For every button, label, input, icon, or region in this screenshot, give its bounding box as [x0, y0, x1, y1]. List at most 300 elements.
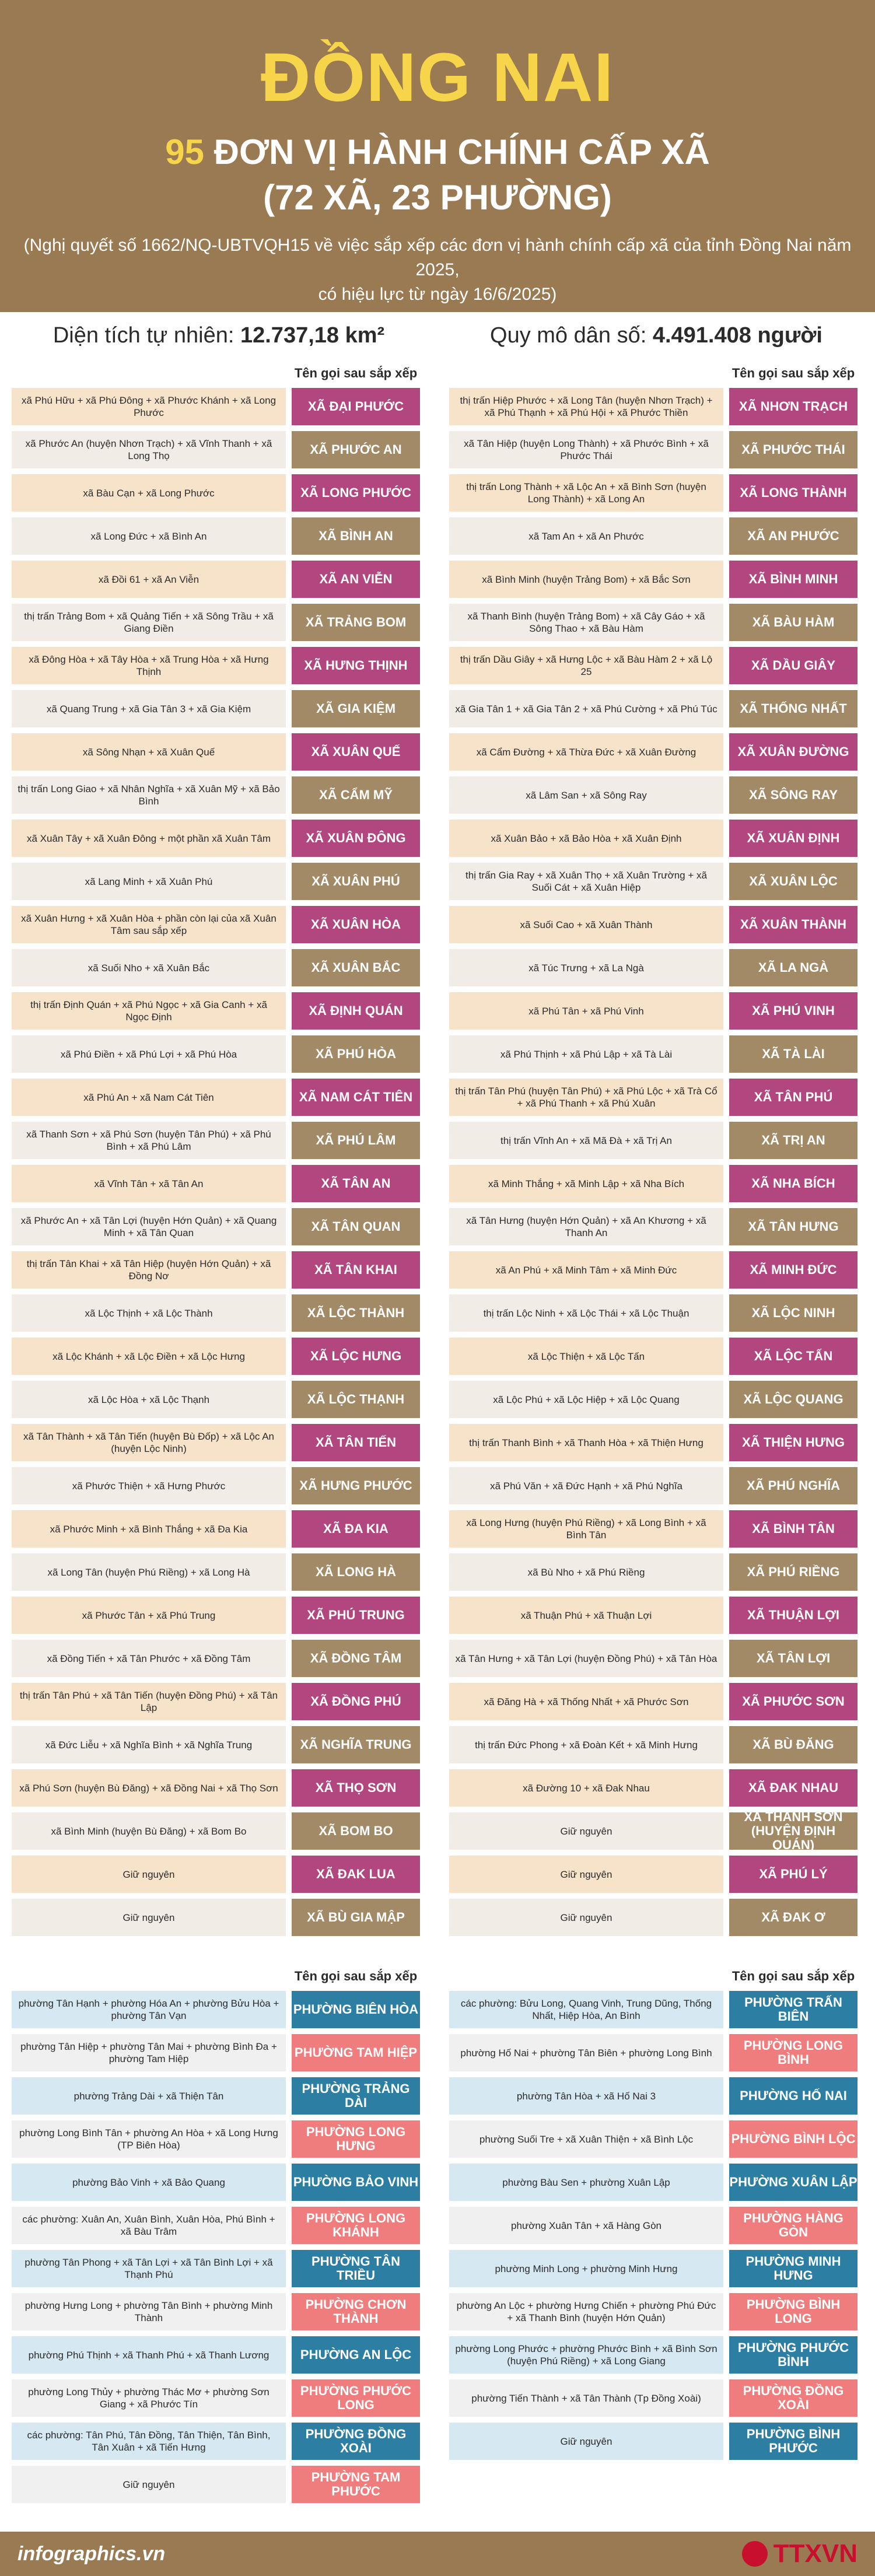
merged-units: phường Trảng Dài + xã Thiện Tân: [12, 2077, 286, 2115]
commune-row: [449, 1467, 863, 1504]
commune-row: [449, 1208, 863, 1245]
unit-breakdown: (72 XÃ, 23 PHƯỜNG): [263, 178, 612, 217]
new-unit-name: XÃ LỘC THÀNH: [292, 1294, 420, 1332]
merged-units: xã Vĩnh Tân + xã Tân An: [12, 1165, 286, 1202]
commune-row: [12, 431, 426, 468]
new-unit-name: XÃ CẨM MỸ: [292, 776, 420, 814]
merged-units: xã Thanh Bình (huyện Trảng Bom) + xã Cây Gáo + xã Sông Thao + xã Bàu Hàm: [449, 604, 723, 641]
commune-row: [12, 1899, 426, 1936]
new-unit-name: PHƯỜNG TÂN TRIỀU: [292, 2250, 420, 2287]
merged-units: xã Suối Cao + xã Xuân Thành: [449, 906, 723, 943]
population-value: 4.491.408 người: [652, 323, 822, 348]
merged-units: xã Phú Điền + xã Phú Lợi + xã Phú Hòa: [12, 1035, 286, 1073]
merged-units: các phường: Bửu Long, Quang Vinh, Trung Dũng, Thống Nhất, Hiệp Hòa, An Bình: [449, 1991, 723, 2028]
new-unit-name: XÃ AN PHƯỚC: [729, 517, 858, 555]
commune-row: [12, 1251, 426, 1289]
merged-units: xã Cẩm Đường + xã Thừa Đức + xã Xuân Đường: [449, 733, 723, 771]
commune-row: [12, 474, 426, 512]
merged-units: xã Phú Sơn (huyện Bù Đăng) + xã Đồng Nai + xã Thọ Sơn: [12, 1769, 286, 1807]
column-header-label: Tên gọi sau sắp xếp: [294, 1969, 418, 1983]
population-stat: [438, 323, 875, 348]
merged-units: phường Minh Long + phường Minh Hưng: [449, 2250, 723, 2287]
commune-row: [12, 1769, 426, 1807]
new-unit-name: XÃ ĐỊNH QUÁN: [292, 992, 420, 1030]
commune-row: [449, 690, 863, 727]
new-unit-name: XÃ THỐNG NHẤT: [729, 690, 858, 727]
merged-units: phường Tiến Thành + xã Tân Thành (Tp Đồng Xoài): [449, 2379, 723, 2417]
new-unit-name: XÃ PHƯỚC AN: [292, 431, 420, 468]
commune-row: [449, 1165, 863, 1202]
new-unit-name: XÃ MINH ĐỨC: [729, 1251, 858, 1289]
merged-units: xã Long Đức + xã Bình An: [12, 517, 286, 555]
resolution-note: [0, 233, 875, 307]
commune-row: [12, 1553, 426, 1591]
merged-units: Giữ nguyên: [12, 1899, 286, 1936]
new-unit-name: XÃ BÀU HÀM: [729, 604, 858, 641]
commune-row: [449, 604, 863, 641]
new-unit-name: XÃ LA NGÀ: [729, 949, 858, 986]
merged-units: thị trấn Long Thành + xã Lộc An + xã Bình Sơn (huyện Long Thành) + xã Long An: [449, 474, 723, 512]
commune-row: [449, 474, 863, 512]
merged-units: xã Phước An + xã Tân Lợi (huyện Hớn Quản) + xã Quang Minh + xã Tân Quan: [12, 1208, 286, 1245]
merged-units: thị trấn Tân Phú (huyện Tân Phú) + xã Phú Lộc + xã Trà Cổ + xã Phú Thanh + xã Phú Xuân: [449, 1079, 723, 1116]
header: [0, 0, 875, 312]
merged-units: thị trấn Thanh Bình + xã Thanh Hòa + xã Thiện Hưng: [449, 1424, 723, 1461]
merged-units: phường Tân Hạnh + phường Hóa An + phường Bửu Hòa + phường Tân Vạn: [12, 1991, 286, 2028]
province-title: ĐỒNG NAI: [261, 39, 614, 116]
new-unit-name: XÃ LONG HÀ: [292, 1553, 420, 1591]
area-value: 12.737,18 km²: [240, 323, 385, 348]
new-unit-name: XÃ LONG THÀNH: [729, 474, 858, 512]
commune-row: [12, 1381, 426, 1418]
new-unit-name: PHƯỜNG HÀNG GÒN: [729, 2207, 858, 2244]
commune-column-left: [12, 359, 426, 1942]
new-unit-name: XÃ GIA KIỆM: [292, 690, 420, 727]
new-unit-name: XÃ LỘC THẠNH: [292, 1381, 420, 1418]
logo-mark-icon: [742, 2541, 768, 2567]
commune-row: [449, 992, 863, 1030]
new-unit-name: PHƯỜNG BÌNH LỘC: [729, 2120, 858, 2158]
new-unit-name: XÃ XUÂN HÒA: [292, 906, 420, 943]
commune-row: [449, 1338, 863, 1375]
commune-row: [449, 1294, 863, 1332]
new-unit-name: PHƯỜNG TRẢNG DÀI: [292, 2077, 420, 2115]
new-unit-name: XÃ THIỆN HƯNG: [729, 1424, 858, 1461]
commune-row: [449, 561, 863, 598]
commune-row: [12, 1856, 426, 1893]
commune-row: [12, 1510, 426, 1548]
commune-row: [449, 863, 863, 900]
merged-units: xã Bình Minh (huyện Trảng Bom) + xã Bắc Sơn: [449, 561, 723, 598]
merged-units: xã Tân Thành + xã Tân Tiến (huyện Bù Đốp) + xã Lộc An (huyện Lộc Ninh): [12, 1424, 286, 1461]
logo-text: TTXVN: [773, 2539, 858, 2568]
commune-row: [12, 906, 426, 943]
merged-units: thị trấn Long Giao + xã Nhân Nghĩa + xã Xuân Mỹ + xã Bảo Bình: [12, 776, 286, 814]
new-unit-name: PHƯỜNG ĐỒNG XOÀI: [729, 2379, 858, 2417]
new-unit-name: PHƯỜNG CHƠN THÀNH: [292, 2293, 420, 2330]
merged-units: xã Phước An (huyện Nhơn Trạch) + xã Vĩnh Thanh + xã Long Thọ: [12, 431, 286, 468]
merged-units: xã Long Tân (huyện Phú Riềng) + xã Long Hà: [12, 1553, 286, 1591]
commune-row: [449, 1035, 863, 1073]
new-unit-name: XÃ ĐAK NHAU: [729, 1769, 858, 1807]
commune-row: [12, 1079, 426, 1116]
commune-row: [449, 1856, 863, 1893]
new-unit-name: XÃ BÌNH MINH: [729, 561, 858, 598]
commune-row: [449, 517, 863, 555]
ward-row: [449, 2207, 863, 2244]
area-label: Diện tích tự nhiên:: [52, 323, 235, 348]
merged-units: xã Đồng Tiến + xã Tân Phước + xã Đồng Tâm: [12, 1640, 286, 1677]
column-header-label: Tên gọi sau sắp xếp: [732, 366, 855, 380]
merged-units: xã Tân Hiệp (huyện Long Thành) + xã Phước Bình + xã Phước Thái: [449, 431, 723, 468]
commune-row: [12, 820, 426, 857]
merged-units: Giữ nguyên: [449, 2423, 723, 2460]
ward-row: [449, 2379, 863, 2417]
new-unit-name: XÃ LONG PHƯỚC: [292, 474, 420, 512]
merged-units: xã Lâm San + xã Sông Ray: [449, 776, 723, 814]
commune-row: [12, 1640, 426, 1677]
new-unit-name: PHƯỜNG BIÊN HÒA: [292, 1991, 420, 2028]
merged-units: Giữ nguyên: [12, 2466, 286, 2503]
commune-row: [449, 820, 863, 857]
merged-units: xã Bù Nho + xã Phú Riềng: [449, 1553, 723, 1591]
commune-row: [449, 431, 863, 468]
ward-row: [449, 2250, 863, 2287]
new-unit-name: XÃ XUÂN PHÚ: [292, 863, 420, 900]
commune-section: [0, 359, 875, 1942]
new-unit-name: XÃ BOM BO: [292, 1812, 420, 1850]
merged-units: xã Bàu Cạn + xã Long Phước: [12, 474, 286, 512]
merged-units: xã Phú Thịnh + xã Phú Lập + xã Tà Lài: [449, 1035, 723, 1073]
merged-units: các phường: Tân Phú, Tân Đồng, Tân Thiện, Tân Bình, Tân Xuân + xã Tiến Hưng: [12, 2423, 286, 2460]
merged-units: thị trấn Gia Ray + xã Xuân Thọ + xã Xuân Trường + xã Suối Cát + xã Xuân Hiệp: [449, 863, 723, 900]
new-unit-name: XÃ PHÚ NGHĨA: [729, 1467, 858, 1504]
ward-row: [12, 2379, 426, 2417]
merged-units: xã Tam An + xã An Phước: [449, 517, 723, 555]
merged-units: xã Đăng Hà + xã Thống Nhất + xã Phước Sơn: [449, 1683, 723, 1720]
ward-row: [449, 1991, 863, 2028]
new-unit-name: PHƯỜNG LONG HƯNG: [292, 2120, 420, 2158]
column-header-label: Tên gọi sau sắp xếp: [732, 1969, 855, 1983]
merged-units: xã Phú Hữu + xã Phú Đông + xã Phước Khánh + xã Long Phước: [12, 388, 286, 425]
merged-units: Giữ nguyên: [449, 1812, 723, 1850]
commune-row: [12, 733, 426, 771]
commune-row: [449, 1899, 863, 1936]
new-unit-name: PHƯỜNG BÌNH PHƯỚC: [729, 2423, 858, 2460]
ttxvn-logo: [742, 2539, 858, 2568]
merged-units: xã Đông Hòa + xã Tây Hòa + xã Trung Hòa + xã Hưng Thịnh: [12, 647, 286, 684]
new-unit-name: XÃ BÌNH AN: [292, 517, 420, 555]
commune-row: [12, 1122, 426, 1159]
column-header: [449, 1962, 863, 1991]
merged-units: thị trấn Trảng Bom + xã Quảng Tiến + xã Sông Trầu + xã Giang Điền: [12, 604, 286, 641]
new-unit-name: XÃ BÌNH TÂN: [729, 1510, 858, 1548]
merged-units: thị trấn Đức Phong + xã Đoàn Kết + xã Minh Hưng: [449, 1726, 723, 1763]
merged-units: xã Thuận Phú + xã Thuận Lợi: [449, 1597, 723, 1634]
new-unit-name: XÃ THỌ SƠN: [292, 1769, 420, 1807]
merged-units: thị trấn Vĩnh An + xã Mã Đà + xã Trị An: [449, 1122, 723, 1159]
merged-units: các phường: Xuân An, Xuân Bình, Xuân Hòa, Phú Bình + xã Bàu Trâm: [12, 2207, 286, 2244]
ward-row: [12, 2293, 426, 2330]
merged-units: thị trấn Lộc Ninh + xã Lộc Thái + xã Lộc Thuận: [449, 1294, 723, 1332]
commune-row: [449, 949, 863, 986]
section-separator: [0, 1942, 875, 1962]
commune-row: [449, 1510, 863, 1548]
new-unit-name: PHƯỜNG BÌNH LONG: [729, 2293, 858, 2330]
commune-row: [12, 1338, 426, 1375]
commune-row: [449, 1597, 863, 1634]
merged-units: phường Hố Nai + phường Tân Biên + phường Long Bình: [449, 2034, 723, 2071]
new-unit-name: XÃ XUÂN THÀNH: [729, 906, 858, 943]
commune-row: [449, 1424, 863, 1461]
merged-units: xã Phước Tân + xã Phú Trung: [12, 1597, 286, 1634]
merged-units: Giữ nguyên: [449, 1899, 723, 1936]
ward-row: [449, 2293, 863, 2330]
commune-row: [12, 1424, 426, 1461]
commune-row: [12, 776, 426, 814]
ward-row: [449, 2077, 863, 2115]
merged-units: phường Tân Phong + xã Tân Lợi + xã Tân Bình Lợi + xã Thạnh Phú: [12, 2250, 286, 2287]
new-unit-name: PHƯỜNG XUÂN LẬP: [729, 2164, 858, 2201]
ward-row: [12, 2034, 426, 2071]
new-unit-name: PHƯỜNG HỐ NAI: [729, 2077, 858, 2115]
merged-units: phường Tân Hiệp + phường Tân Mai + phường Bình Đa + phường Tam Hiệp: [12, 2034, 286, 2071]
merged-units: phường Xuân Tân + xã Hàng Gòn: [449, 2207, 723, 2244]
new-unit-name: PHƯỜNG AN LỘC: [292, 2336, 420, 2374]
new-unit-name: XÃ XUÂN BẮC: [292, 949, 420, 986]
new-unit-name: XÃ PHÚ LÂM: [292, 1122, 420, 1159]
merged-units: thị trấn Tân Khai + xã Tân Hiệp (huyện Hớn Quản) + xã Đồng Nơ: [12, 1251, 286, 1289]
new-unit-name: XÃ ĐỒNG PHÚ: [292, 1683, 420, 1720]
new-unit-name: XÃ PHÚ HÒA: [292, 1035, 420, 1073]
merged-units: phường Suối Tre + xã Xuân Thiện + xã Bình Lộc: [449, 2120, 723, 2158]
merged-units: xã Tân Hưng (huyện Hớn Quản) + xã An Khương + xã Thanh An: [449, 1208, 723, 1245]
merged-units: phường Bảo Vinh + xã Bảo Quang: [12, 2164, 286, 2201]
new-unit-name: PHƯỜNG TRẤN BIÊN: [729, 1991, 858, 2028]
ward-row: [12, 2077, 426, 2115]
merged-units: thị trấn Tân Phú + xã Tân Tiến (huyện Đồng Phú) + xã Tân Lập: [12, 1683, 286, 1720]
new-unit-name: XÃ LỘC HƯNG: [292, 1338, 420, 1375]
new-unit-name: XÃ XUÂN ĐÔNG: [292, 820, 420, 857]
merged-units: Giữ nguyên: [449, 1856, 723, 1893]
new-unit-name: XÃ NHA BÍCH: [729, 1165, 858, 1202]
new-unit-name: XÃ BÙ GIA MẬP: [292, 1899, 420, 1936]
commune-row: [12, 1467, 426, 1504]
new-unit-name: XÃ LỘC QUANG: [729, 1381, 858, 1418]
column-header-label: Tên gọi sau sắp xếp: [294, 366, 418, 380]
column-header: [449, 359, 863, 388]
unit-count: 95: [165, 132, 204, 172]
commune-row: [449, 906, 863, 943]
merged-units: xã Xuân Tây + xã Xuân Đông + một phần xã Xuân Tâm: [12, 820, 286, 857]
new-unit-name: XÃ ĐẠI PHƯỚC: [292, 388, 420, 425]
new-unit-name: XÃ PHƯỚC THÁI: [729, 431, 858, 468]
new-unit-name: XÃ XUÂN QUẾ: [292, 733, 420, 771]
commune-row: [449, 388, 863, 425]
merged-units: xã Tân Hưng + xã Tân Lợi (huyện Đồng Phú) + xã Tân Hòa: [449, 1640, 723, 1677]
ward-row: [12, 2336, 426, 2374]
commune-row: [449, 1381, 863, 1418]
ward-row: [12, 1991, 426, 2028]
merged-units: phường Phú Thịnh + xã Thanh Phú + xã Thanh Lương: [12, 2336, 286, 2374]
new-unit-name: XÃ ĐAK Ơ: [729, 1899, 858, 1936]
new-unit-name: PHƯỜNG BẢO VINH: [292, 2164, 420, 2201]
merged-units: xã Lộc Khánh + xã Lộc Điền + xã Lộc Hưng: [12, 1338, 286, 1375]
merged-units: xã Gia Tân 1 + xã Gia Tân 2 + xã Phú Cường + xã Phú Túc: [449, 690, 723, 727]
resolution-note-line2: có hiệu lực từ ngày 16/6/2025): [318, 285, 557, 304]
commune-row: [12, 647, 426, 684]
unit-count-label: ĐƠN VỊ HÀNH CHÍNH CẤP XÃ: [204, 132, 710, 172]
merged-units: xã Đức Liễu + xã Nghĩa Bình + xã Nghĩa Trung: [12, 1726, 286, 1763]
commune-row: [449, 1769, 863, 1807]
merged-units: xã Xuân Bảo + xã Bảo Hòa + xã Xuân Định: [449, 820, 723, 857]
new-unit-name: XÃ THANH SƠN (HUYỆN ĐỊNH QUÁN): [729, 1812, 858, 1850]
merged-units: xã Phước Minh + xã Bình Thắng + xã Đa Kia: [12, 1510, 286, 1548]
new-unit-name: XÃ PHÚ VINH: [729, 992, 858, 1030]
merged-units: xã An Phú + xã Minh Tâm + xã Minh Đức: [449, 1251, 723, 1289]
commune-row: [449, 1251, 863, 1289]
new-unit-name: PHƯỜNG TAM PHƯỚC: [292, 2466, 420, 2503]
merged-units: xã Minh Thắng + xã Minh Lập + xã Nha Bích: [449, 1165, 723, 1202]
merged-units: xã Phước Thiện + xã Hưng Phước: [12, 1467, 286, 1504]
merged-units: Giữ nguyên: [12, 1856, 286, 1893]
ward-row: [12, 2250, 426, 2287]
ward-section: [0, 1962, 875, 2509]
commune-row: [449, 1553, 863, 1591]
new-unit-name: XÃ HƯNG PHƯỚC: [292, 1467, 420, 1504]
footer: [0, 2532, 875, 2576]
ward-row: [12, 2164, 426, 2201]
merged-units: xã Túc Trưng + xã La Ngà: [449, 949, 723, 986]
new-unit-name: PHƯỜNG TAM HIỆP: [292, 2034, 420, 2071]
merged-units: xã Xuân Hưng + xã Xuân Hòa + phần còn lại của xã Xuân Tâm sau sắp xếp: [12, 906, 286, 943]
new-unit-name: XÃ TÂN PHÚ: [729, 1079, 858, 1116]
merged-units: xã Lang Minh + xã Xuân Phú: [12, 863, 286, 900]
commune-row: [449, 1079, 863, 1116]
new-unit-name: PHƯỜNG ĐỒNG XOÀI: [292, 2423, 420, 2460]
new-unit-name: XÃ ĐỒNG TÂM: [292, 1640, 420, 1677]
new-unit-name: XÃ TÂN QUAN: [292, 1208, 420, 1245]
area-stat: [0, 323, 438, 348]
new-unit-name: XÃ NGHĨA TRUNG: [292, 1726, 420, 1763]
population-label: Quy mô dân số:: [490, 323, 647, 348]
new-unit-name: XÃ XUÂN ĐƯỜNG: [729, 733, 858, 771]
new-unit-name: XÃ NHƠN TRẠCH: [729, 388, 858, 425]
ward-row: [449, 2423, 863, 2460]
commune-row: [12, 1726, 426, 1763]
unit-count-heading: [0, 130, 875, 175]
new-unit-name: XÃ PHƯỚC SƠN: [729, 1683, 858, 1720]
new-unit-name: PHƯỜNG PHƯỚC BÌNH: [729, 2336, 858, 2374]
commune-row: [449, 1122, 863, 1159]
ward-row: [449, 2120, 863, 2158]
new-unit-name: XÃ TÂN KHAI: [292, 1251, 420, 1289]
merged-units: xã Đồi 61 + xã An Viễn: [12, 561, 286, 598]
column-header: [12, 359, 426, 388]
merged-units: phường Hưng Long + phường Tân Bình + phường Minh Thành: [12, 2293, 286, 2330]
commune-row: [12, 1812, 426, 1850]
new-unit-name: XÃ PHÚ LÝ: [729, 1856, 858, 1893]
merged-units: thị trấn Định Quán + xã Phú Ngọc + xã Gia Canh + xã Ngọc Định: [12, 992, 286, 1030]
merged-units: xã Suối Nho + xã Xuân Bắc: [12, 949, 286, 986]
commune-row: [12, 1208, 426, 1245]
new-unit-name: XÃ DẦU GIÂY: [729, 647, 858, 684]
ward-row: [12, 2423, 426, 2460]
commune-row: [449, 1683, 863, 1720]
merged-units: xã Phú Văn + xã Đức Hạnh + xã Phú Nghĩa: [449, 1467, 723, 1504]
commune-row: [12, 1294, 426, 1332]
merged-units: phường Long Bình Tân + phường An Hòa + xã Long Hưng (TP Biên Hòa): [12, 2120, 286, 2158]
new-unit-name: XÃ ĐAK LUA: [292, 1856, 420, 1893]
commune-row: [449, 647, 863, 684]
commune-row: [449, 733, 863, 771]
new-unit-name: XÃ SÔNG RAY: [729, 776, 858, 814]
new-unit-name: XÃ LỘC NINH: [729, 1294, 858, 1332]
merged-units: xã Lộc Thịnh + xã Lộc Thành: [12, 1294, 286, 1332]
commune-row: [12, 388, 426, 425]
source-label: infographics.vn: [18, 2542, 166, 2565]
merged-units: xã Phú An + xã Nam Cát Tiên: [12, 1079, 286, 1116]
ward-row: [449, 2034, 863, 2071]
merged-units: phường Tân Hòa + xã Hố Nai 3: [449, 2077, 723, 2115]
merged-units: xã Sông Nhạn + xã Xuân Quế: [12, 733, 286, 771]
resolution-note-line1: (Nghị quyết số 1662/NQ-UBTVQH15 về việc sắp xếp các đơn vị hành chính cấp xã của tỉnh Đồng Nai năm 2025,: [23, 236, 852, 279]
new-unit-name: XÃ XUÂN ĐỊNH: [729, 820, 858, 857]
merged-units: xã Đường 10 + xã Đak Nhau: [449, 1769, 723, 1807]
commune-row: [449, 1812, 863, 1850]
new-unit-name: XÃ PHÚ RIỀNG: [729, 1553, 858, 1591]
commune-row: [12, 1035, 426, 1073]
new-unit-name: XÃ XUÂN LỘC: [729, 863, 858, 900]
ward-column-left: [12, 1962, 426, 2509]
merged-units: xã Phú Tân + xã Phú Vinh: [449, 992, 723, 1030]
ward-row: [12, 2466, 426, 2503]
new-unit-name: XÃ TÂN TIẾN: [292, 1424, 420, 1461]
ward-row: [12, 2207, 426, 2244]
new-unit-name: XÃ TÂN HƯNG: [729, 1208, 858, 1245]
ward-row: [449, 2164, 863, 2201]
new-unit-name: XÃ AN VIỄN: [292, 561, 420, 598]
commune-row: [12, 1597, 426, 1634]
commune-row: [12, 690, 426, 727]
ward-column-right: [449, 1962, 863, 2509]
new-unit-name: XÃ PHÚ TRUNG: [292, 1597, 420, 1634]
merged-units: thị trấn Dầu Giây + xã Hưng Lộc + xã Bàu Hàm 2 + xã Lộ 25: [449, 647, 723, 684]
new-unit-name: PHƯỜNG MINH HƯNG: [729, 2250, 858, 2287]
merged-units: xã Quang Trung + xã Gia Tân 3 + xã Gia Kiệm: [12, 690, 286, 727]
merged-units: xã Thanh Sơn + xã Phú Sơn (huyện Tân Phú) + xã Phú Bình + xã Phú Lâm: [12, 1122, 286, 1159]
column-header: [12, 1962, 426, 1991]
new-unit-name: XÃ ĐA KIA: [292, 1510, 420, 1548]
new-unit-name: PHƯỜNG PHƯỚC LONG: [292, 2379, 420, 2417]
new-unit-name: XÃ LỘC TẤN: [729, 1338, 858, 1375]
merged-units: phường Long Phước + phường Phước Bình + xã Bình Sơn (huyện Phú Riềng) + xã Long Giang: [449, 2336, 723, 2374]
stats-bar: [0, 312, 875, 359]
merged-units: thị trấn Hiệp Phước + xã Long Tân (huyện Nhơn Trạch) + xã Phú Thạnh + xã Phú Hội + xã Phước Thiền: [449, 388, 723, 425]
commune-row: [12, 992, 426, 1030]
merged-units: xã Lộc Thiện + xã Lộc Tấn: [449, 1338, 723, 1375]
merged-units: phường Bàu Sen + phường Xuân Lập: [449, 2164, 723, 2201]
new-unit-name: XÃ BÙ ĐĂNG: [729, 1726, 858, 1763]
commune-row: [12, 604, 426, 641]
commune-row: [12, 863, 426, 900]
merged-units: xã Bình Minh (huyện Bù Đăng) + xã Bom Bo: [12, 1812, 286, 1850]
commune-row: [449, 1726, 863, 1763]
new-unit-name: XÃ HƯNG THỊNH: [292, 647, 420, 684]
new-unit-name: XÃ THUẬN LỢI: [729, 1597, 858, 1634]
new-unit-name: XÃ NAM CÁT TIÊN: [292, 1079, 420, 1116]
merged-units: phường An Lộc + phường Hưng Chiến + phường Phú Đức + xã Thanh Bình (huyện Hớn Quản): [449, 2293, 723, 2330]
